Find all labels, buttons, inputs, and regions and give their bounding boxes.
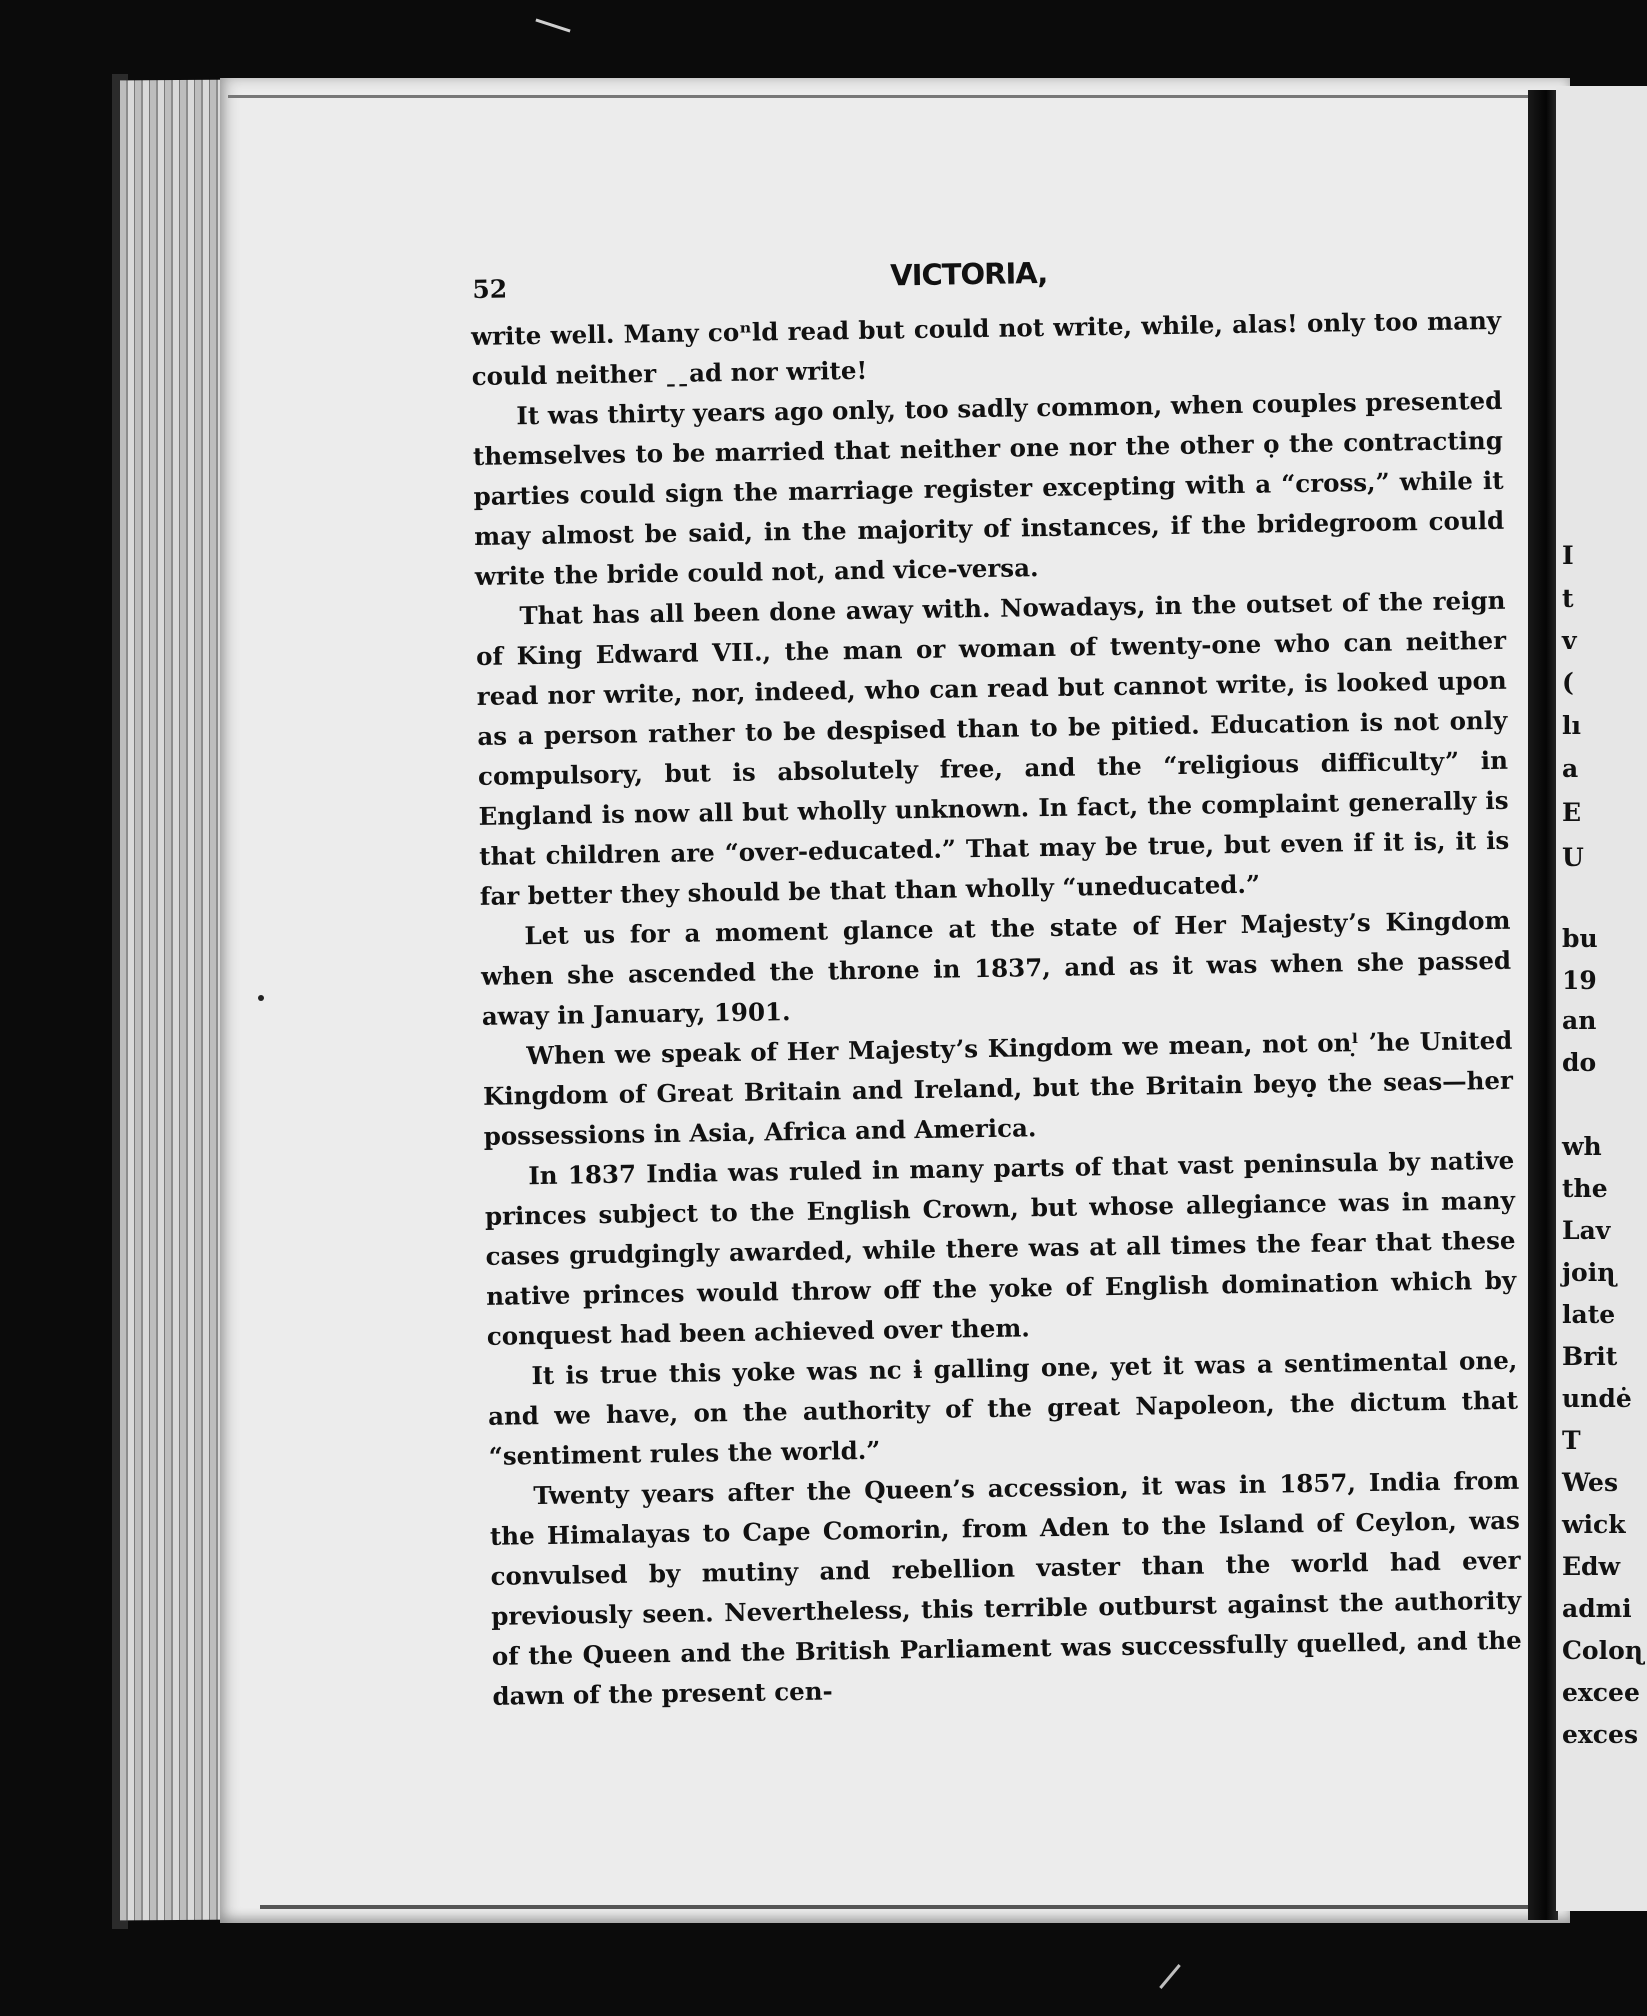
facing-page-fragment: undė <box>1562 1384 1632 1413</box>
paragraph: When we speak of Her Majesty’s Kingdom we mean, not onˡ̣ ʼhe United Kingdom of Great Britain and Ireland, but the Britain beyọ̣ the seas—her possessions in Asia, Africa and America. <box>482 1025 1514 1151</box>
facing-page-fragment: Coloɳ <box>1562 1636 1643 1665</box>
facing-page-fragment: E <box>1562 798 1582 827</box>
scan-scratch <box>1159 1964 1181 1989</box>
facing-page-fragment: T <box>1562 1426 1581 1455</box>
scan-scratch <box>535 19 570 33</box>
facing-page-fragment: exces <box>1562 1720 1639 1749</box>
facing-page-fragment: Laᴠ <box>1562 1216 1611 1245</box>
facing-page-fragment: t <box>1562 584 1574 613</box>
paragraph: In 1837 India was ruled in many parts of that vast peninsula by native princes subject to the English Crown, but whose allegiance was in many cases grudgingly awarded, while there was at all times the fear that these native princes would throw off the yoke of English domination which by conquest had been achieved over them. <box>484 1145 1517 1351</box>
book-gutter <box>1528 90 1558 1920</box>
facing-page-fragment: U <box>1562 843 1584 872</box>
facing-page-fragment: lı <box>1562 711 1581 740</box>
page-bottom-edge <box>260 1905 1560 1909</box>
facing-page-fragment: ( <box>1562 668 1574 697</box>
facing-page-fragment: I <box>1562 541 1574 570</box>
facing-page-fragment: admi <box>1562 1594 1632 1623</box>
page-text-block <box>470 249 1523 1717</box>
dust-speck <box>258 995 264 1001</box>
paragraph: That has all been done away with. Nowadays, in the outset of the reign of King Edward VII., the man or woman of twenty-one who can neither read nor write, nor, indeed, who can read but cannot write, is looked upon as a person rather to be despised than to be pitied. Education is not only compulsory, but is absolutely free, and the “religious difficulty” in England is now all but wholly unknown. In fact, the complaint generally is that children are “over-educated.” That may be true, but even if it is, it is far better they should be that than wholly “uneducated.” <box>475 585 1510 911</box>
paragraph: It was thirty years ago only, too sadly common, when couples presented themselves to be married that neither one nor the other ọ the contracting parties could sign the marriage register excepting with a “cross,” while it may almost be said, in the majority of instances, if the bridegroom could write the bride could not, and vice-versa. <box>472 385 1505 591</box>
facing-page-fragment: wh <box>1562 1132 1602 1161</box>
paragraph: Let us for a moment glance at the state of Her Majesty’s Kingdom when she ascended the throne in 1837, and as it was when she passed away in January, 1901. <box>480 905 1512 1031</box>
facing-page-fragment: the <box>1562 1174 1608 1203</box>
facing-page-fragment: ᴠ <box>1562 626 1577 655</box>
page-number: 52 <box>472 274 508 304</box>
facing-page-fragment: 19 <box>1562 966 1597 995</box>
paragraph: write well. Many coⁿld read but could not write, while, alas! only too many could neither ˍˍad nor write! <box>470 305 1502 391</box>
facing-page-fragment: excee <box>1562 1678 1640 1707</box>
facing-page-fragment: bu <box>1562 924 1598 953</box>
page-top-edge <box>228 95 1558 98</box>
facing-page-fragment: a <box>1562 754 1579 783</box>
book-page-edges <box>120 80 230 1921</box>
facing-page-fragment: do <box>1562 1048 1597 1077</box>
paragraph: It is true this yoke was nc ɨ galling one, yet it was a sentimental one, and we have, on the authority of the great Napoleon, the dictum that “sentiment rules the world.” <box>487 1345 1519 1471</box>
facing-page-fragment: an <box>1562 1006 1597 1035</box>
running-title: VICTORIA, <box>889 255 1048 293</box>
facing-page-fragment: Wes <box>1562 1468 1619 1497</box>
facing-page-fragment: Brit <box>1562 1342 1618 1371</box>
facing-page-fragment: Edw <box>1562 1552 1621 1581</box>
facing-page-fragment: late <box>1562 1300 1616 1329</box>
facing-page <box>1556 86 1647 1911</box>
facing-page-fragment: joiɳ <box>1562 1258 1616 1287</box>
facing-page-fragment: ᴡick <box>1562 1510 1626 1539</box>
paragraph: Twenty years after the Queen’s accession, it was in 1857, India from the Himalayas to Cape Comorin, from Aden to the Island of Ceylon, was convulsed by mutiny and rebellion vaster than the world had ever previously seen. Nevertheless, this terrible outburst against the authority of the Queen and the British Parliament was successfully quelled, and the dawn of the present cen- <box>489 1465 1522 1711</box>
